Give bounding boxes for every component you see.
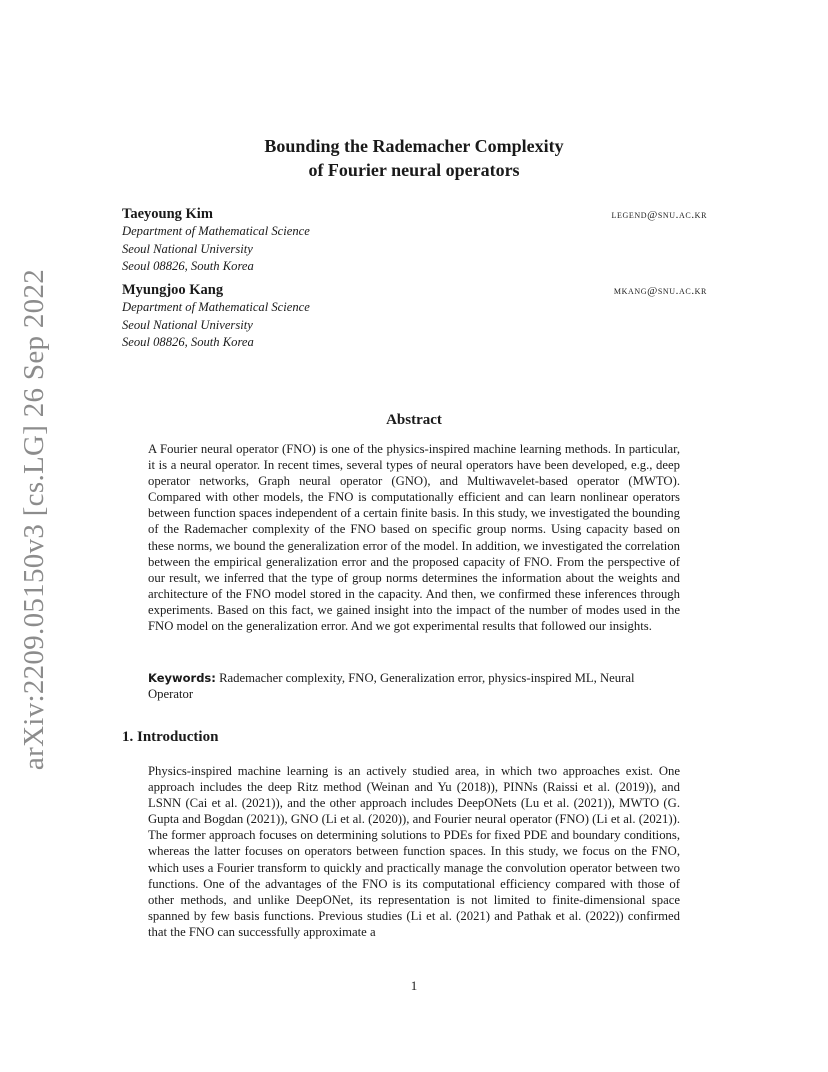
abstract-heading: Abstract [386,412,442,428]
introduction-text: Physics-inspired machine learning is an actively studied area, in which two approaches exist. One approach includes the deep Ritz method (Weinan and Yu (2018)), PINNs (Raissi et al. (2019)), and LSNN (Cai et al. (2021)), and the other approach includes DeepONets (Lu et al. (2021)), MWTO (G. Gupta and Bogdan (2021)), GNO (Li et al. (2020)), and Fourier neural operator (FNO) (Li et al. (2021)). The former approach focuses on determining solutions to PDEs for fixed PDE and boundary conditions, whereas the latter focuses on operators between function spaces. In this study, we focus on the FNO, which uses a Fourier transform to quickly and practically manage the convolution operator between two functions. One of the advantages of the FNO is its computational efficiency compared with those of other methods, and unlike DeepONet, its representation is not limited to finite-dimensional space spanned by few basis functions. Previous studies (Li et al. (2021) and Pathak et al. (2022)) confirmed that the FNO can successfully approximate a [148,764,680,939]
author-department: Department of Mathematical Science [122,300,310,314]
page-number: 1 [410,978,418,993]
section-heading-introduction: 1. Introduction [122,729,219,745]
arxiv-identifier: arXiv:2209.05150v3 [cs.LG] 26 Sep 2022 [18,268,51,770]
author-email: legend@snu.ac.kr [611,209,707,221]
title-line-2: of Fourier neural operators [308,160,520,180]
author-address: Seoul 08826, South Korea [122,259,254,273]
paper-title [0,134,828,182]
keywords-text: Rademacher complexity, FNO, Generalization error, physics-inspired ML, Neural Operator [148,671,635,702]
author-name: Taeyoung Kim [122,206,213,222]
author-email: mkang@snu.ac.kr [613,285,707,297]
author-university: Seoul National University [122,317,253,332]
author-department: Department of Mathematical Science [122,224,310,238]
author-block-2 [122,282,707,352]
keywords-label: Keywords: [148,671,216,685]
arxiv-side-stamp [6,270,64,768]
author-name: Myungjoo Kang [122,282,224,298]
title-line-1: Bounding the Rademacher Complexity [264,136,564,156]
abstract-text: A Fourier neural operator (FNO) is one of the physics-inspired machine learning methods. In particular, it is a neural operator. In recent times, several types of neural operators have been developed, e.g., deep operator networks, Graph neural operator (GNO), and Multiwavelet-based operator (MWTO). Compared with other models, the FNO is computationally efficient and can learn nonlinear operators between function spaces independent of a certain finite basis. In this study, we investigated the bounding of the Rademacher complexity of the FNO based on specific group norms. Using capacity based on these norms, we bound the generalization error of the model. In addition, we investigated the correlation between the empirical generalization error and the proposed capacity of FNO. From the perspective of our result, we inferred that the type of group norms determines the information about the weights and architecture of the FNO model stored in the capacity. And then, we confirmed these inferences through experiments. Based on this fact, we gained insight into the impact of the number of modes used in the FNO model on the generalization error. And we got experimental results that followed our insights. [148,442,680,634]
keywords [148,670,680,702]
author-block-1 [122,206,707,276]
author-university: Seoul National University [122,241,253,256]
author-address: Seoul 08826, South Korea [122,335,254,349]
